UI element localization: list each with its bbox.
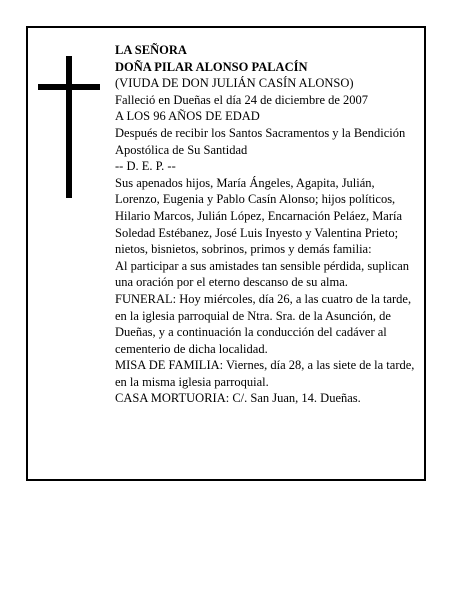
sacraments-line: Después de recibir los Santos Sacramentos y la Bendición Apostólica de Su Santidad (115, 125, 406, 157)
family-paragraph: Sus apenados hijos, María Ángeles, Agapita, Julián, Lorenzo, Eugenia y Pablo Casín Alonso; hijos políticos, Hilario Marcos, Julián López, Encarnación Peláez, María Soledad Estébanez, José Luis Inyesto y Valentina Prieto; nietos, bisnietos, sobrinos, primos y demás familia: (115, 175, 403, 257)
title-line-1: LA SEÑORA (115, 43, 187, 57)
funeral-paragraph: FUNERAL: Hoy miércoles, día 26, a las cuatro de la tarde, en la iglesia parroquial de Ntra. Sra. de la Asunción, de Dueñas, y a continuación la conducción del cadáver al cementerio de dicha localidad. (115, 291, 412, 356)
cross-icon-bar (38, 84, 100, 90)
death-line: Falleció en Dueñas el día 24 de diciembre de 2007 (115, 92, 369, 107)
mortuary-paragraph: CASA MORTUORIA: C/. San Juan, 14. Dueñas. (115, 391, 361, 406)
widow-line: (VIUDA DE DON JULIÁN CASÍN ALONSO) (115, 76, 354, 91)
request-paragraph: Al participar a sus amistades tan sensible pérdida, suplican una oración por el eterno descanso de su alma. (115, 258, 410, 290)
dep-line: -- D. E. P. -- (115, 159, 176, 174)
obituary-text (115, 42, 415, 407)
age-line: A LOS 96 AÑOS DE EDAD (115, 109, 260, 124)
mass-paragraph: MISA DE FAMILIA: Viernes, día 28, a las siete de la tarde, en la misma iglesia parroquial. (115, 358, 415, 389)
deceased-name: DOÑA PILAR ALONSO PALACÍN (115, 59, 308, 74)
obituary-notice (26, 26, 426, 481)
cross-icon (66, 56, 72, 198)
